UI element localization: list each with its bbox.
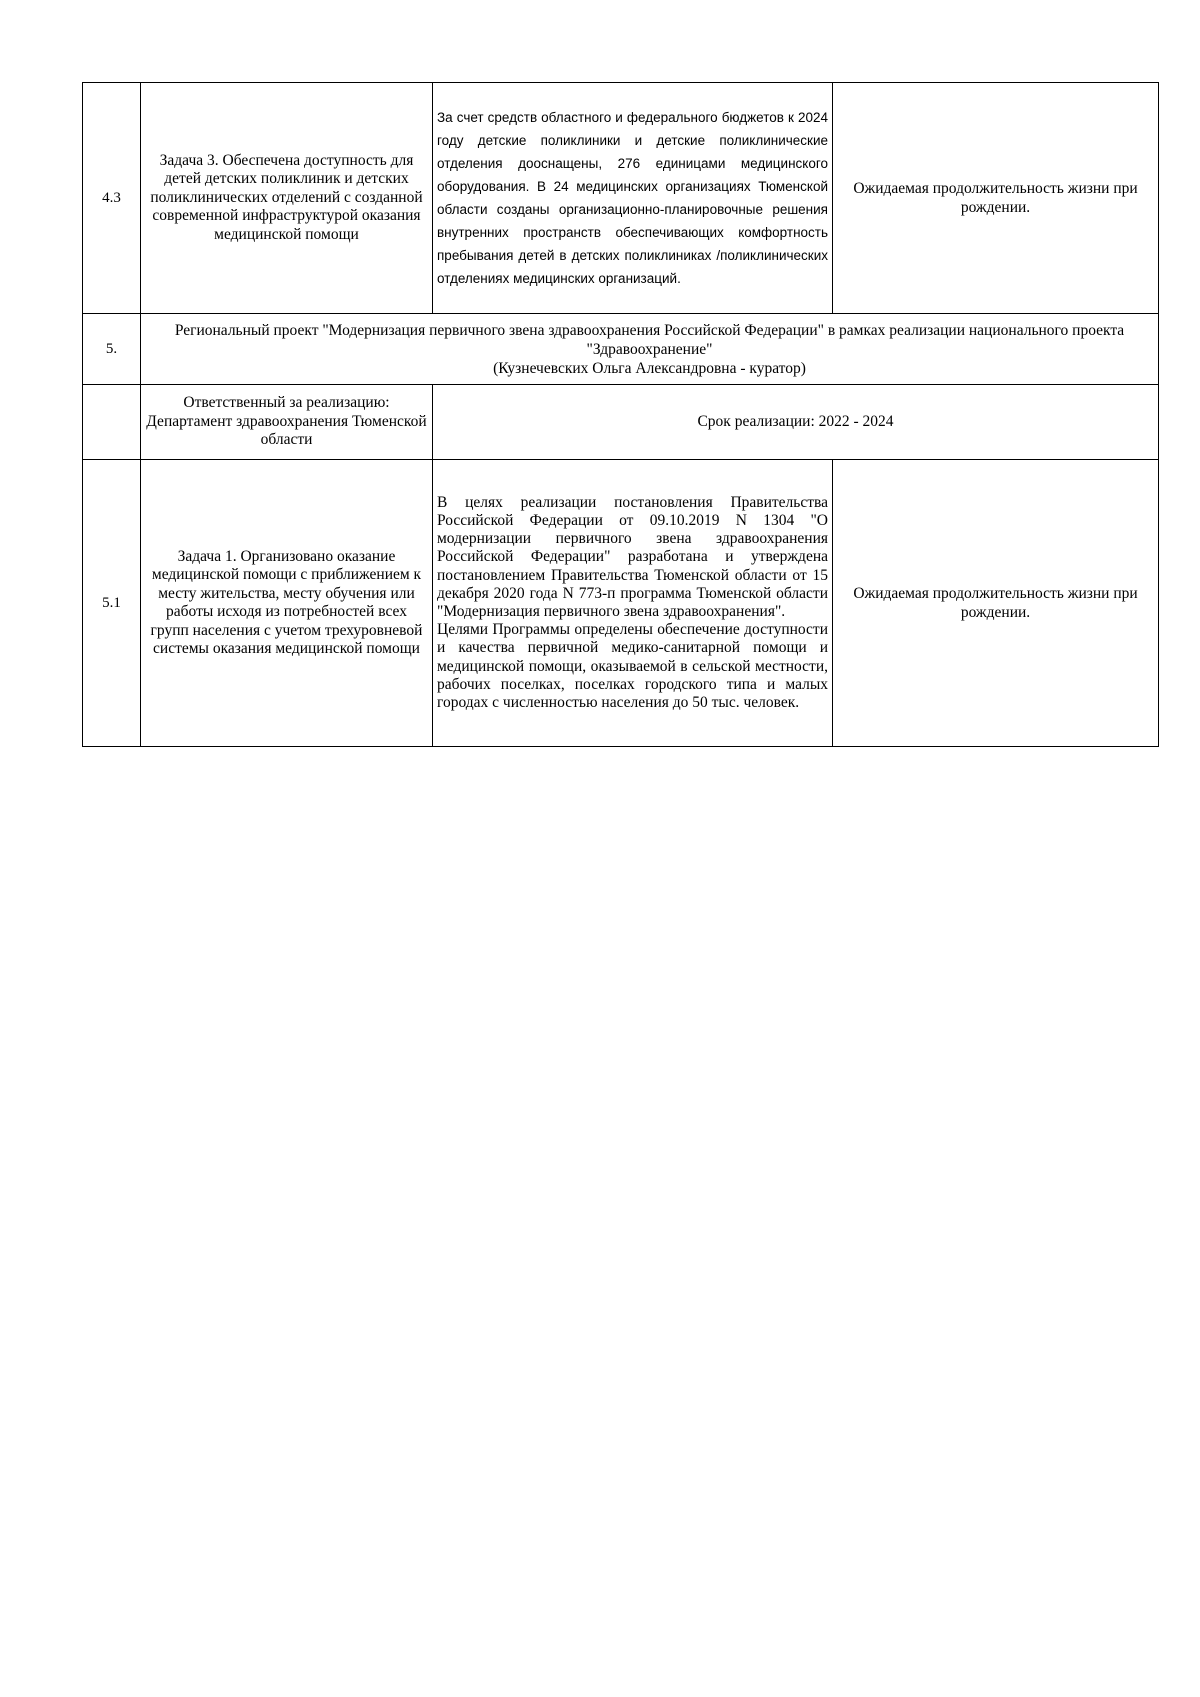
task-cell: Задача 1. Организовано оказание медицинской помощи с приближением к месту жительства, месту обучения или работы исходя из потребностей всех групп населения с учетом трехуровневой системы оказания медицинской помощи bbox=[141, 460, 433, 747]
table-row bbox=[83, 460, 1159, 747]
indicator-cell: Ожидаемая продолжительность жизни при рождении. bbox=[833, 83, 1159, 314]
responsible-cell: Ответственный за реализацию: Департамент здравоохранения Тюменской области bbox=[141, 385, 433, 460]
result-cell: За счет средств областного и федерального бюджетов к 2024 году детские поликлиники и детские поликлинические отделения дооснащены, 276 единицами медицинского оборудования. В 24 медицинских организациях Тюменской области созданы организационно-планировочные решения внутренних пространств обеспечивающих комфортность пребывания детей в детских поликлиниках /поликлинических отделениях медицинских организаций. bbox=[433, 83, 833, 314]
indicator-cell: Ожидаемая продолжительность жизни при рождении. bbox=[833, 460, 1159, 747]
project-number: 5. bbox=[83, 314, 141, 385]
result-paragraph-2: Целями Программы определены обеспечение доступности и качества первичной медико-санитарной помощи и медицинской помощи, оказываемой в сельской местности, рабочих поселках, поселках городского типа и малых городах с численностью населения до 50 тыс. человек. bbox=[437, 621, 828, 712]
measures-table bbox=[82, 82, 1159, 747]
responsible-row bbox=[83, 385, 1159, 460]
result-paragraph-1: В целях реализации постановления Правительства Российской Федерации от 09.10.2019 N 1304 "О модернизации первичного звена здравоохранения Российской Федерации" разработана и утверждена постановлением Правительства Тюменской области от 15 декабря 2020 года N 773-п программа Тюменской области "Модернизация первичного звена здравоохранения". bbox=[437, 493, 828, 620]
empty-cell bbox=[83, 385, 141, 460]
result-cell bbox=[433, 460, 833, 747]
term-cell: Срок реализации: 2022 - 2024 bbox=[433, 385, 1159, 460]
project-title-cell bbox=[141, 314, 1159, 385]
project-title: Региональный проект "Модернизация первичного звена здравоохранения Российской Федерации" в рамках реализации национального проекта "Здравоохранение" bbox=[174, 321, 1125, 358]
task-cell: Задача 3. Обеспечена доступность для детей детских поликлиник и детских поликлинических отделений с созданной современной инфраструктурой оказания медицинской помощи bbox=[141, 83, 433, 314]
row-number: 5.1 bbox=[83, 460, 141, 747]
table-row bbox=[83, 83, 1159, 314]
project-row bbox=[83, 314, 1159, 385]
row-number: 4.3 bbox=[83, 83, 141, 314]
project-curator: (Кузнечевских Ольга Александровна - куратор) bbox=[493, 359, 806, 377]
